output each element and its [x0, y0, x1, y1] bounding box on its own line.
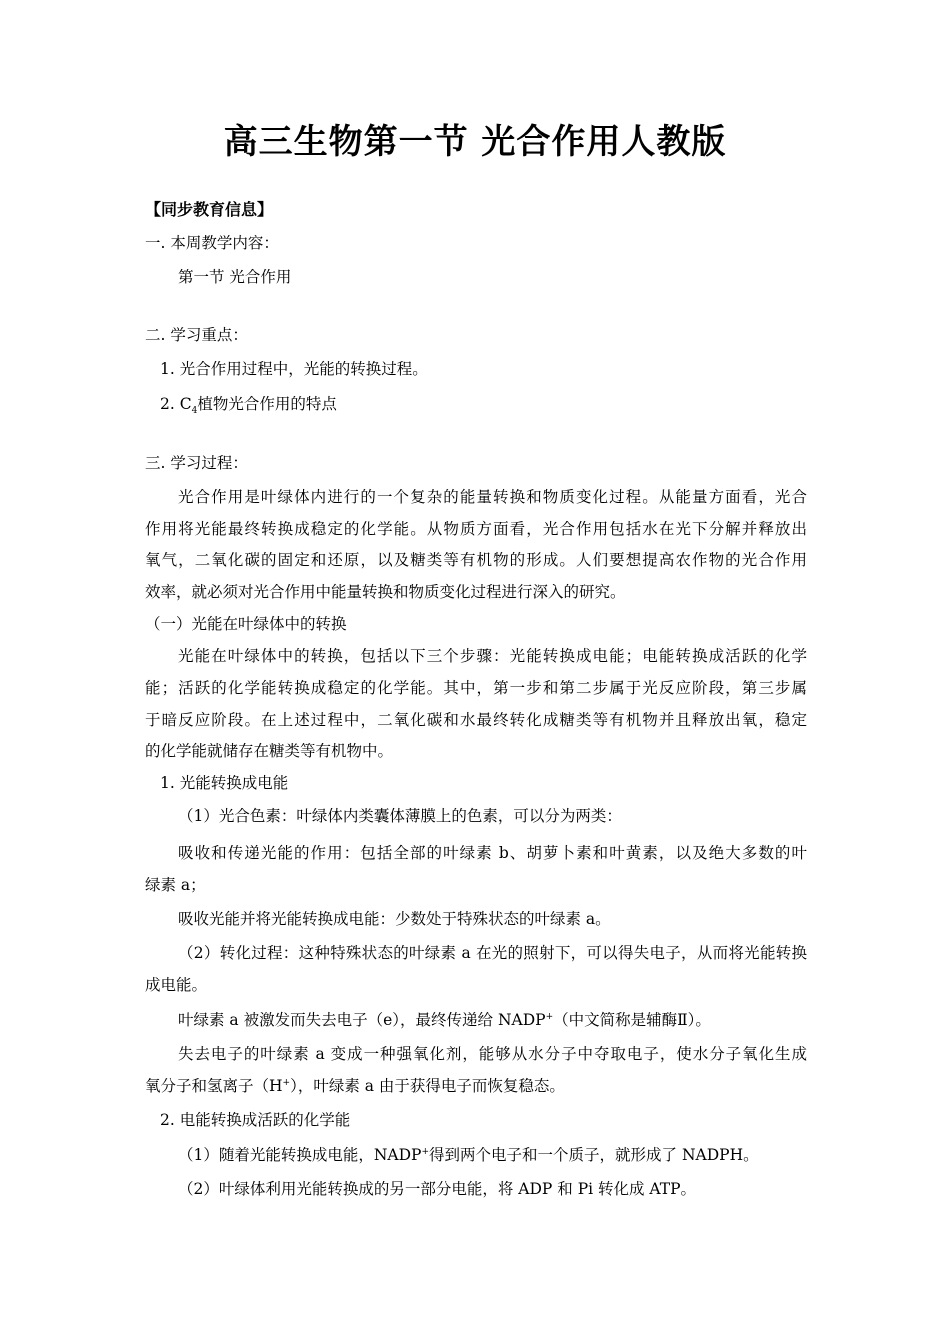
paragraph-1-line: 作用将光能最终转换成稳定的化学能。从物质方面看，光合作用包括水在光下分解并释放出 [145, 520, 807, 538]
paragraph-3-line: 吸收和传递光能的作用：包括全部的叶绿素 b、胡萝卜素和叶黄素，以及绝大多数的叶 [178, 844, 807, 862]
item-1-1: （1）光合色素：叶绿体内类囊体薄膜上的色素，可以分为两类： [178, 807, 622, 825]
heading-2: 二. 学习重点： [145, 326, 248, 344]
paragraph-2-line: 能；活跃的化学能转换成稳定的化学能。其中，第一步和第二步属于光反应阶段，第三步属 [145, 679, 807, 697]
paragraph-1-line: 光合作用是叶绿体内进行的一个复杂的能量转换和物质变化过程。从能量方面看，光合 [178, 488, 807, 506]
item-2-2: （2）叶绿体利用光能转换成的另一部分电能，将 ADP 和 Pi 转化成 ATP。 [178, 1180, 697, 1198]
paragraph-2-line: 的化学能就储存在糖类等有机物中。 [145, 742, 394, 760]
subheading-1: （一）光能在叶绿体中的转换 [145, 615, 347, 633]
paragraph-7-line: 失去电子的叶绿素 a 变成一种强氧化剂，能够从水分子中夺取电子，使水分子氧化生成 [178, 1045, 807, 1063]
document-title: 高三生物第一节 光合作用人教版 [223, 122, 727, 162]
paragraph-1-line: 效率，就必须对光合作用中能量转换和物质变化过程进行深入的研究。 [145, 583, 626, 601]
item-1-heading: 1. 光能转换成电能 [160, 774, 289, 792]
paragraph-1-line: 氧气，二氧化碳的固定和还原，以及糖类等有机物的形成。人们要想提高农作物的光合作用 [145, 551, 807, 569]
paragraph-7-line: 氧分子和氢离子（H+），叶绿素 a 由于获得电子而恢复稳态。 [145, 1077, 565, 1095]
paragraph-2-line: 于暗反应阶段。在上述过程中，二氧化碳和水最终转化成糖类等有机物并且释放出氧，稳定 [145, 711, 807, 729]
paragraph-6: 叶绿素 a 被激发而失去电子（e），最终传递给 NADP+（中文简称是辅酶Ⅱ）。 [178, 1011, 711, 1029]
heading-3: 三. 学习过程： [145, 454, 248, 472]
heading-2-item-1: 1. 光合作用过程中，光能的转换过程。 [160, 360, 428, 378]
paragraph-3-line: 绿素 a； [145, 876, 206, 894]
item-2-heading: 2. 电能转换成活跃的化学能 [160, 1111, 351, 1129]
paragraph-5-line: （2）转化过程：这种特殊状态的叶绿素 a 在光的照射下，可以得失电子，从而将光能转换 [178, 944, 807, 962]
heading-1-item: 第一节 光合作用 [178, 268, 292, 286]
heading-1: 一. 本周教学内容： [145, 234, 279, 252]
heading-2-item-2: 2. $C_4$植物光合作用的特点 [160, 395, 337, 417]
paragraph-2-line: 光能在叶绿体中的转换，包括以下三个步骤：光能转换成电能；电能转换成活跃的化学 [178, 647, 807, 665]
paragraph-5-line: 成电能。 [145, 976, 208, 994]
item-2-1: （1）随着光能转换成电能，NADP+得到两个电子和一个质子，就形成了 NADPH。 [178, 1146, 759, 1164]
section-header: 【同步教育信息】 [145, 200, 274, 219]
paragraph-4: 吸收光能并将光能转换成电能：少数处于特殊状态的叶绿素 a。 [178, 910, 611, 928]
